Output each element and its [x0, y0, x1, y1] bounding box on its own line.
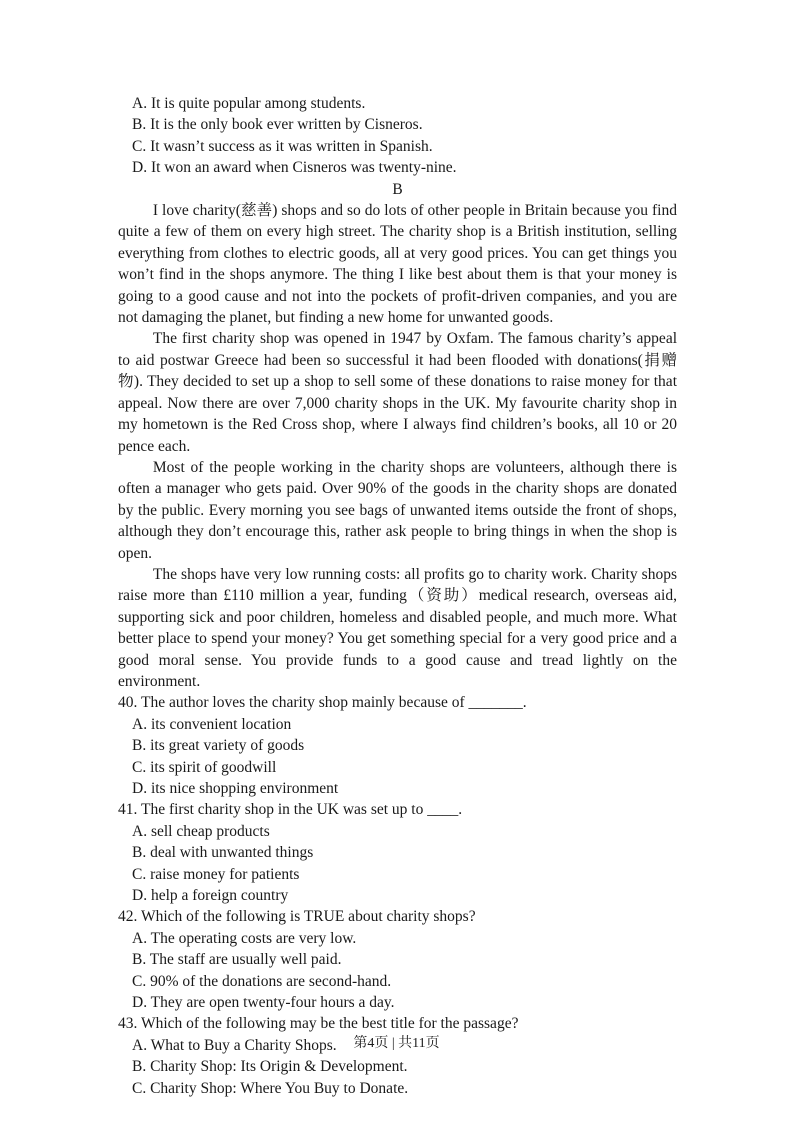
answer-option: B. It is the only book ever written by Cisneros.	[132, 116, 423, 134]
question-40	[118, 692, 677, 799]
page-footer: 第4页 | 共11页	[353, 1036, 440, 1051]
question-stem: 43. Which of the following may be the best title for the passage?	[118, 1015, 519, 1033]
answer-option: D. It won an award when Cisneros was twenty-nine.	[132, 159, 457, 177]
passage-paragraph: The shops have very low running costs: all profits go to charity work. Charity shops raise more than £110 million a year, funding（资助）medical research, overseas aid, supporting sick and poor children, homeless and disabled people, and much more. What better place to spend your money? You get something special for a very good price and a good moral sense. You provide funds to a good cause and tread lightly on the environment.	[118, 565, 677, 690]
answer-option: A. It is quite popular among students.	[132, 95, 366, 112]
answer-option: D. They are open twenty-four hours a day.	[132, 994, 395, 1012]
question-stem: 42. Which of the following is TRUE about charity shops?	[118, 908, 476, 926]
answer-option: C. its spirit of goodwill	[132, 758, 277, 776]
passage-section-label: B	[392, 180, 403, 198]
answer-option: B. deal with unwanted things	[132, 844, 314, 862]
prior-question-options	[118, 93, 677, 179]
answer-option: C. Charity Shop: Where You Buy to Donate.	[132, 1079, 409, 1097]
answer-option: B. its great variety of goods	[132, 737, 305, 755]
answer-option: A. sell cheap products	[132, 822, 270, 840]
passage-paragraph: I love charity(慈善) shops and so do lots of other people in Britain because you find quite a few of them on every high street. The charity shop is a British institution, selling everything from clothes to electric goods, all at very good prices. You can get things you won’t find in the shops anymore. The thing I like best about them is that your money is going to a good cause and not into the pockets of profit-driven companies, and you are not damaging the planet, but finding a new home for unwanted goods.	[118, 202, 677, 327]
question-41	[118, 799, 677, 906]
question-43	[118, 1013, 677, 1099]
answer-option: D. help a foreign country	[132, 887, 289, 905]
answer-option: B. Charity Shop: Its Origin & Development.	[132, 1058, 408, 1076]
passage-paragraph: Most of the people working in the charity shops are volunteers, although there is often a manager who gets paid. Over 90% of the goods in the charity shops are donated by the public. Every morning you see bags of unwanted items outside the front of shops, although they don’t encourage this, rather ask people to bring things in when the shop is open.	[118, 458, 677, 562]
passage-paragraph: The first charity shop was opened in 1947 by Oxfam. The famous charity’s appeal to aid postwar Greece had been so successful it had been flooded with donations(捐赠物). They decided to set up a shop to sell some of these donations to raise money for that appeal. Now there are over 7,000 charity shops in the UK. My favourite charity shop in my hometown is the Red Cross shop, where I always find children’s books, all 10 or 20 pence each.	[118, 330, 677, 455]
question-42	[118, 906, 677, 1013]
answer-option: A. its convenient location	[132, 715, 292, 733]
question-stem: 41. The first charity shop in the UK was set up to ____.	[118, 801, 463, 819]
answer-option: A. What to Buy a Charity Shops.	[132, 1036, 337, 1054]
reading-passage	[118, 200, 677, 692]
answer-option: C. raise money for patients	[132, 865, 300, 883]
answer-option: C. 90% of the donations are second-hand.	[132, 972, 392, 990]
answer-option: D. its nice shopping environment	[132, 780, 339, 797]
answer-option: C. It wasn’t success as it was written in Spanish.	[132, 137, 433, 155]
page-content	[118, 93, 677, 1099]
answer-option: A. The operating costs are very low.	[132, 929, 357, 947]
answer-option: B. The staff are usually well paid.	[132, 951, 342, 969]
question-stem: 40. The author loves the charity shop mainly because of _______.	[118, 694, 527, 712]
